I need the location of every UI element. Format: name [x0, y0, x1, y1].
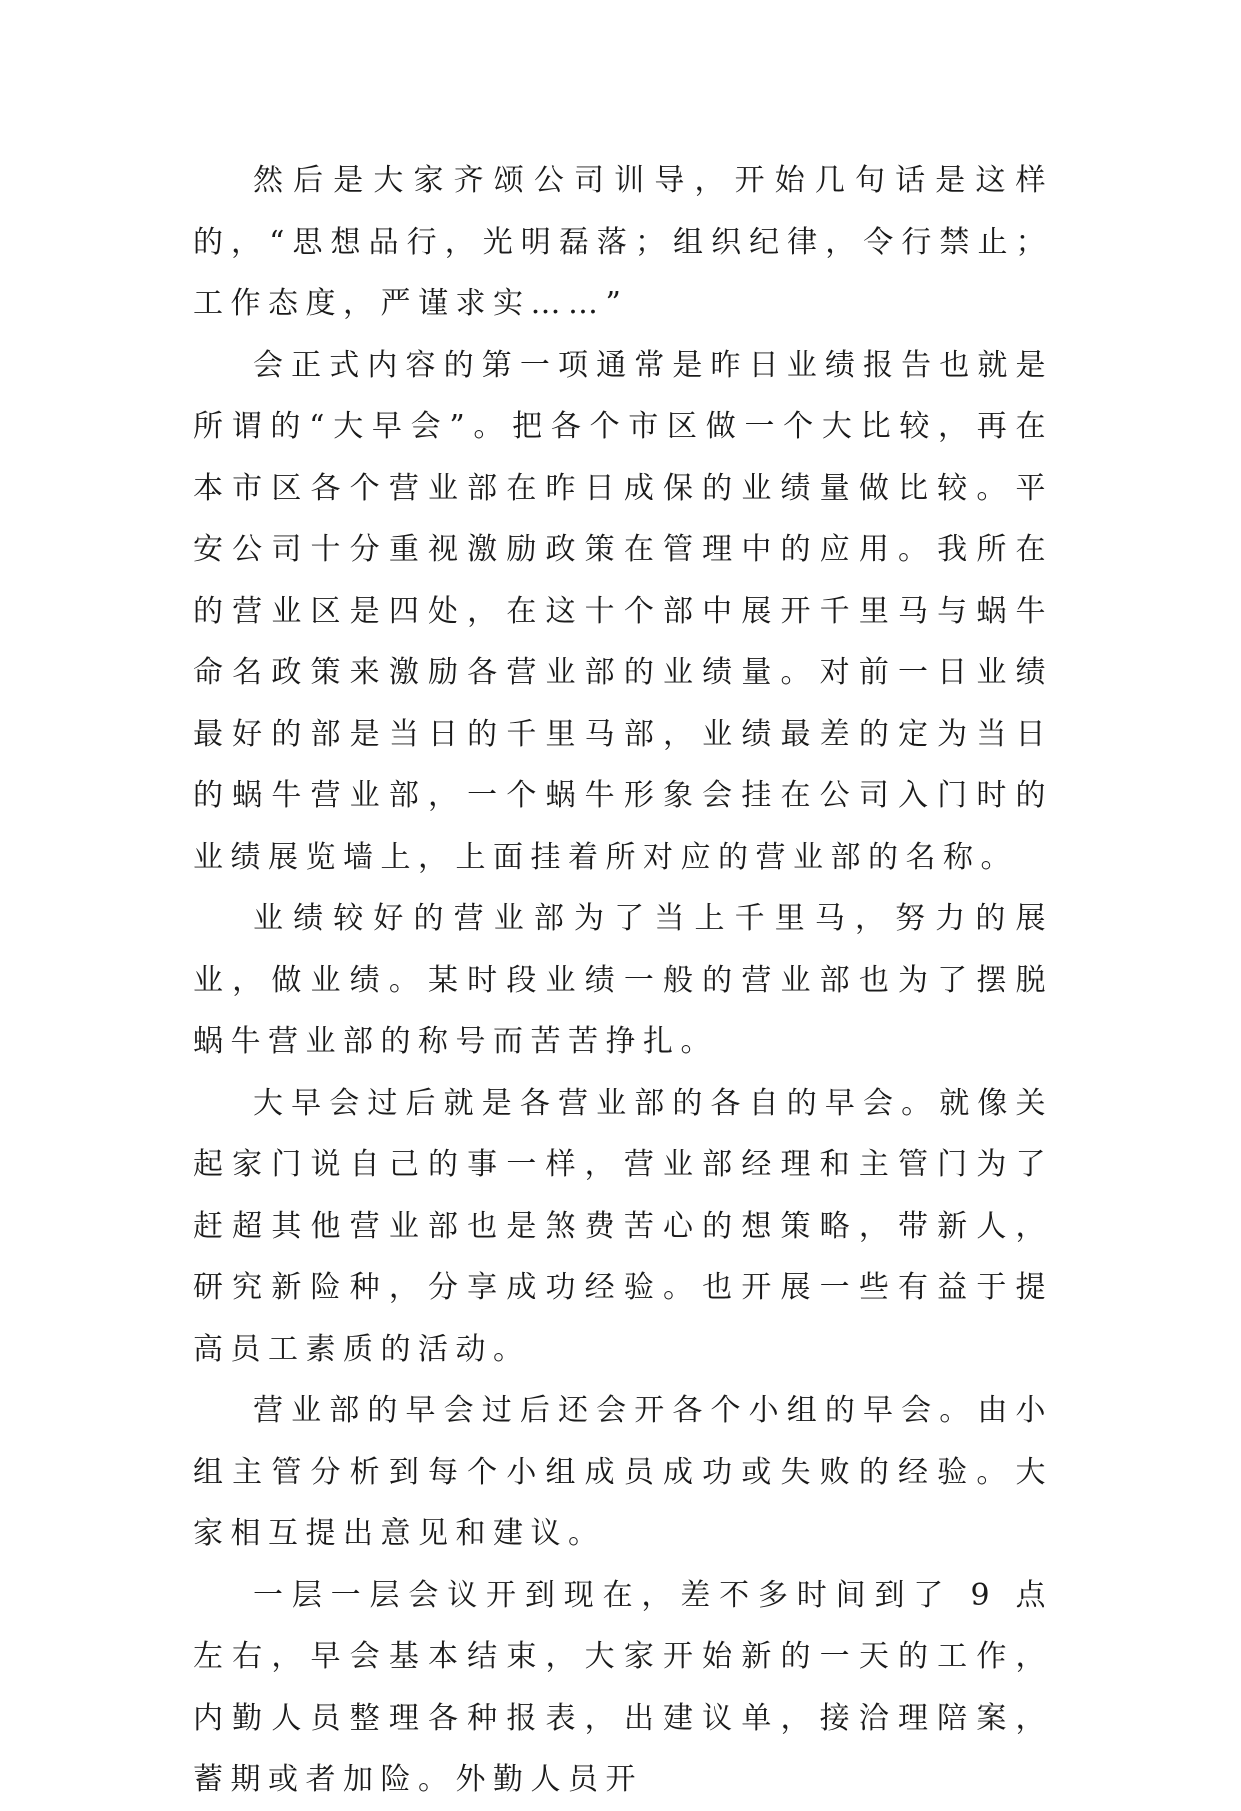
paragraph-6: 一层一层会议开到现在，差不多时间到了 9 点左右，早会基本结束，大家开始新的一天的工作，内勤人员整理各种报表，出建议单，接洽理陪案，蓄期或者加险。外勤人员开 [193, 1577, 1053, 1797]
paragraph-2: 会正式内容的第一项通常是昨日业绩报告也就是所谓的“大早会”。把各个市区做一个大比较，再在本市区各个营业部在昨日成保的业绩量做比较。平安公司十分重视激励政策在管理中的应用。我所在的营业区是四处，在这十个部中展开千里马与蜗牛命名政策来激励各营业部的业绩量。对前一日业绩最好的部是当日的千里马部，业绩最差的定为当日的蜗牛营业部，一个蜗牛形象会挂在公司入门时的业绩展览墙上，上面挂着所对应的营业部的名称。 [193, 347, 1053, 875]
document-body [193, 150, 1053, 1811]
paragraph-5: 营业部的早会过后还会开各个小组的早会。由小组主管分析到每个小组成员成功或失败的经验。大家相互提出意见和建议。 [193, 1393, 1053, 1551]
paragraph-1: 然后是大家齐颂公司训导，开始几句话是这样的，“思想品行，光明磊落；组织纪律，令行禁止；工作态度，严谨求实……” [193, 163, 1053, 321]
paragraph-4: 大早会过后就是各营业部的各自的早会。就像关起家门说自己的事一样，营业部经理和主管门为了赶超其他营业部也是煞费苦心的想策略，带新人，研究新险种，分享成功经验。也开展一些有益于提高员工素质的活动。 [193, 1085, 1053, 1367]
paragraph-3: 业绩较好的营业部为了当上千里马，努力的展业，做业绩。某时段业绩一般的营业部也为了摆脱蜗牛营业部的称号而苦苦挣扎。 [193, 901, 1053, 1059]
